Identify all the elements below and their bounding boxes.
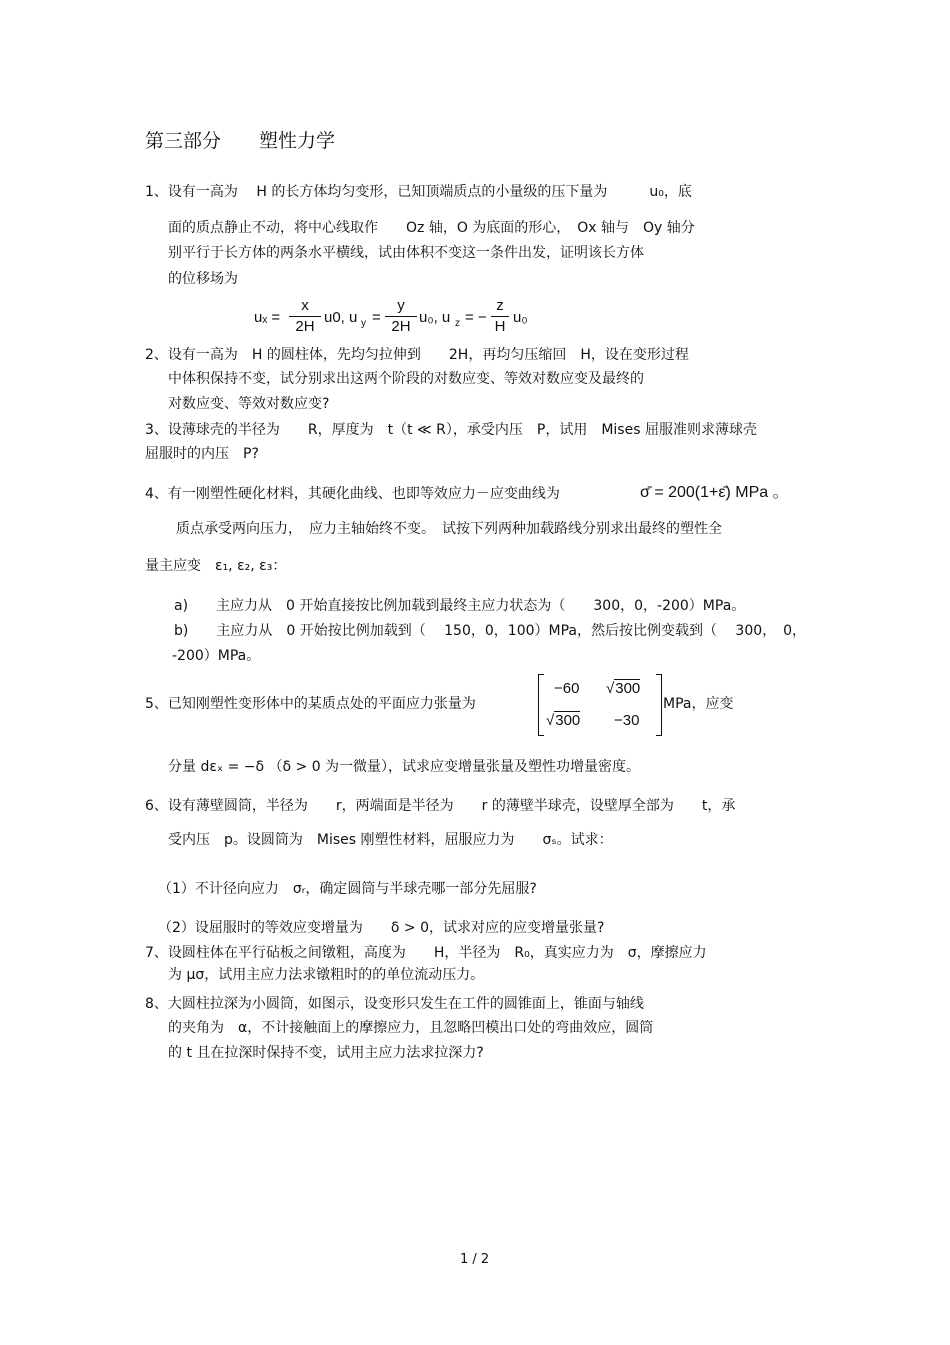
- fraction-numerator: z: [496, 297, 504, 314]
- sqrt-radicand: 300: [555, 712, 581, 729]
- problem-6-line-2: 受内压 p。设圆筒为 Mises 刚塑性材料，屈服应力为 σₛ。试求：: [168, 832, 613, 848]
- problem-7-line-2: 为 μσ，试用主应力法求镦粗时的的单位流动压力。: [168, 967, 485, 983]
- problem-5-unit: MPa，应变: [663, 696, 734, 712]
- problem-1-line-4: 的位移场为: [168, 271, 238, 287]
- sqrt-radicand: 300: [615, 680, 641, 697]
- matrix-cell-12: √300: [606, 680, 641, 697]
- problem-2-line-3: 对数应变、等效对数应变?: [168, 396, 330, 412]
- problem-2-line-1: 2、设有一高为 H 的圆柱体，先均匀拉伸到 2H，再均匀压缩回 H，设在变形过程: [145, 347, 689, 363]
- problem-1-line-1: 1、设有一高为 H 的长方体均匀变形，已知顶端质点的小量级的压下量为 u₀，底: [145, 184, 692, 200]
- problem-2-line-2: 中体积保持不变，试分别求出这两个阶段的对数应变、等效对数应变及最终的: [168, 371, 644, 387]
- eq-mid-2: u₀, u: [419, 309, 451, 326]
- problem-3-line-1: 3、设薄球壳的半径为 R，厚度为 t（t ≪ R），承受内压 P，试用 Mises 屈服准则求薄球壳: [145, 422, 757, 438]
- problem-1-line-2: 面的质点静止不动，将中心线取作 Oz 轴，O 为底面的形心， Ox 轴与 Oy 轴分: [168, 220, 695, 236]
- problem-4-option-b-cont: -200）MPa。: [172, 648, 261, 664]
- problem-4-line-1: 4、有一刚塑性硬化材料，其硬化曲线、也即等效应力－应变曲线为: [145, 486, 560, 502]
- problem-8-line-2: 的夹角为 α，不计接触面上的摩擦应力，且忽略凹模出口处的弯曲效应，圆筒: [168, 1020, 654, 1036]
- problem-6-question-2: （2）设屈服时的等效应变增量为 δ > 0，试求对应的应变增量张量?: [158, 920, 605, 936]
- fraction-bar: [491, 316, 509, 317]
- eq-mid-1: u0, u: [324, 309, 358, 326]
- eq-fraction-x: [289, 297, 321, 336]
- eq-equals-2: =: [372, 309, 381, 326]
- problem-8-line-1: 8、大圆柱拉深为小圆筒，如图示，设变形只发生在工件的圆锥面上，锥面与轴线: [145, 996, 644, 1012]
- problem-5-line-1: 5、已知刚塑性变形体中的某质点处的平面应力张量为: [145, 696, 476, 712]
- right-bracket: [656, 674, 662, 736]
- fraction-denominator: 2H: [391, 318, 411, 335]
- eq-equals-3: = −: [465, 309, 487, 326]
- fraction-bar: [385, 316, 417, 317]
- problem-4-option-b: b) 主应力从 0 开始按比例加载到（ 150，0，100）MPa，然后按比例变载到（ 300， 0，: [174, 623, 807, 639]
- fraction-denominator: 2H: [295, 318, 315, 335]
- hardening-curve-equation: σ̄ = 200(1+ε̄) MPa 。: [640, 484, 789, 501]
- problem-5-line-2: 分量 dεₓ = −δ （δ > 0 为一微量），试求应变增量张量及塑性功增量密度。: [168, 759, 641, 775]
- page-number: 1 / 2: [460, 1252, 490, 1267]
- problem-4-line-2: 质点承受两向压力， 应力主轴始终不变。 试按下列两种加载路线分别求出最终的塑性全: [176, 521, 722, 537]
- eq-uz-subscript: z: [455, 318, 460, 329]
- stress-tensor-matrix: [538, 674, 662, 736]
- eq-end: u₀: [513, 309, 528, 326]
- eq-fraction-z: [491, 297, 509, 336]
- fraction-numerator: y: [397, 297, 405, 314]
- problem-6-question-1: （1）不计径向应力 σᵣ，确定圆筒与半球壳哪一部分先屈服?: [158, 881, 537, 897]
- eq-fraction-y: [385, 297, 417, 336]
- problem-8-line-3: 的 t 且在拉深时保持不变，试用主应力法求拉深力?: [168, 1045, 484, 1061]
- fraction-bar: [289, 316, 321, 317]
- problem-4-option-a: a) 主应力从 0 开始直接按比例加载到最终主应力状态为（ 300，0，-200）MPa。: [174, 598, 746, 614]
- eq-uy-subscript: y: [361, 318, 366, 329]
- matrix-cell-22: −30: [614, 712, 640, 729]
- left-bracket: [538, 674, 544, 736]
- matrix-cell-11: −60: [554, 680, 580, 697]
- problem-6-line-1: 6、设有薄壁圆筒，半径为 r，两端面是半径为 r 的薄壁半球壳，设壁厚全部为 t，承: [145, 798, 736, 814]
- problem-7-line-1: 7、设圆柱体在平行砧板之间镦粗，高度为 H，半径为 R₀，真实应力为 σ，摩擦应力: [145, 945, 707, 961]
- problem-3-line-2: 屈服时的内压 P?: [145, 446, 259, 462]
- page-title: 第三部分 塑性力学: [145, 130, 336, 152]
- matrix-cell-21: √300: [546, 712, 581, 729]
- problem-1-line-3: 别平行于长方体的两条水平横线，试由体积不变这一条件出发，证明该长方体: [168, 245, 644, 261]
- fraction-numerator: x: [301, 297, 309, 314]
- eq-ux: uₓ =: [254, 309, 281, 326]
- problem-4-line-3: 量主应变 ε₁, ε₂, ε₃：: [145, 558, 287, 574]
- fraction-denominator: H: [494, 318, 506, 335]
